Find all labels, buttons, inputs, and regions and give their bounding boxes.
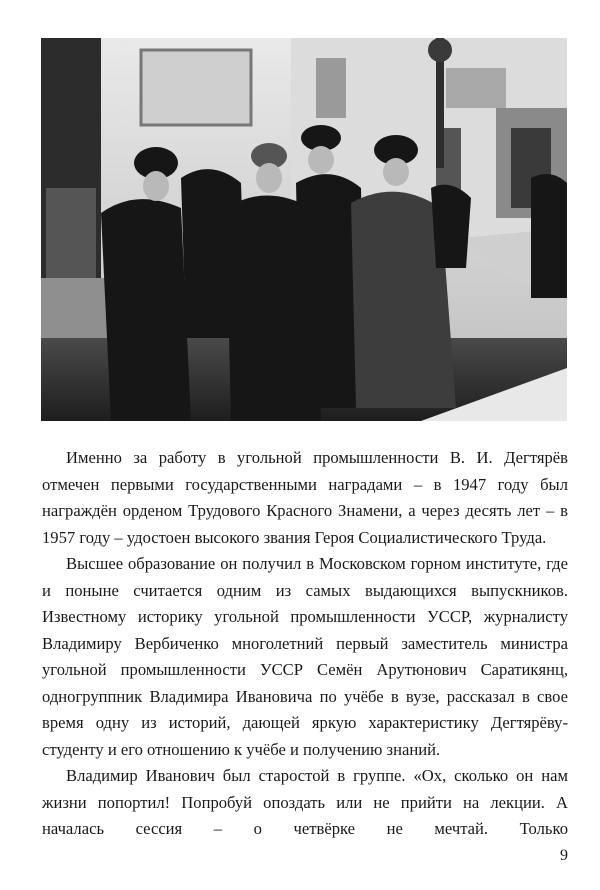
paragraph: Именно за работу в угольной промышленности В. И. Дегтярёв отмечен первыми государственными наградами – в 1947 году был награждён орденом Трудового Красного Знамени, а через десять лет – в 1957 году – удостоен высокого звания Героя Социалистического Труда. bbox=[42, 448, 568, 547]
paragraph: Высшее образование он получил в Московском горном институте, где и поныне считается одним из самых выдающихся выпускников. Известному историку угольной промышленности УССР, журналисту Владимиру Вербиченко многолетний первый заместитель министра угольной промышленности УССР Семён Арутюнович Саратикянц, одногруппник Владимира Ивановича по учёбе в вузе, рассказал в свое время одну из историй, дающей яркую характеристику Дегтярёву-студенту и его отношению к учёбе и получению знаний. bbox=[42, 554, 568, 759]
page-number: 9 bbox=[560, 847, 568, 864]
paragraph: Владимир Иванович был старостой в группе. «Ох, сколько он нам жизни попортил! Попробуй опоздать или не прийти на лекции. А началась сессия – о четвёрке не мечтай. Только bbox=[42, 766, 568, 838]
body-text bbox=[42, 445, 568, 843]
historical-photo bbox=[41, 38, 567, 421]
